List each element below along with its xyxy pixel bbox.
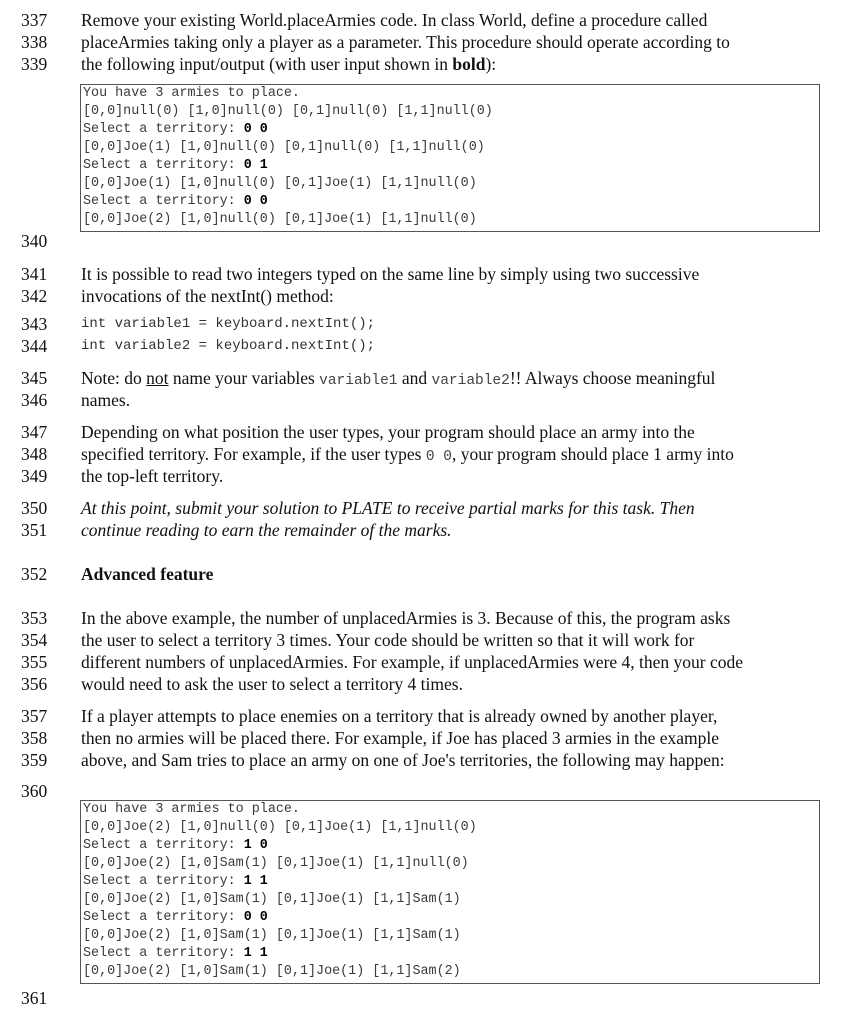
paragraph-line: Depending on what position the user types, your program should place an army into the bbox=[81, 422, 695, 442]
console-output-text: Select a territory: bbox=[83, 946, 244, 961]
inline-code: 0 0 bbox=[425, 449, 452, 465]
console-output-text: Select a territory: bbox=[83, 910, 244, 925]
paragraph-line: invocations of the nextInt() method: bbox=[81, 286, 334, 306]
paragraph-line: It is possible to read two integers typed on the same line by simply using two successive bbox=[81, 264, 700, 284]
line-number: 356 bbox=[21, 674, 48, 694]
paragraph-line: would need to ask the user to select a territory 4 times. bbox=[81, 674, 463, 694]
paragraph-line: then no armies will be placed there. For example, if Joe has placed 3 armies in the example bbox=[81, 728, 720, 748]
console-line bbox=[83, 945, 819, 963]
console-line bbox=[83, 85, 819, 103]
user-input-text: 0 0 bbox=[243, 122, 268, 137]
inline-code: variable1 bbox=[319, 373, 398, 389]
console-output-text: Select a territory: bbox=[83, 838, 244, 853]
console-output-text: [0,0]Joe(2) [1,0]Sam(1) [0,1]Joe(1) [1,1]Sam(1) bbox=[83, 928, 461, 943]
paragraph-line: In the above example, the number of unplacedArmies is 3. Because of this, the program asks bbox=[81, 608, 731, 628]
console-line bbox=[83, 837, 819, 855]
line-number: 359 bbox=[21, 750, 48, 770]
console-line bbox=[83, 819, 819, 837]
line-number: 344 bbox=[21, 336, 48, 356]
console-line bbox=[83, 139, 819, 157]
text: !! Always choose meaningful bbox=[509, 368, 716, 388]
paragraph-line: the user to select a territory 3 times. Your code should be written so that it will work for bbox=[81, 630, 695, 650]
line-number: 337 bbox=[21, 10, 48, 30]
console-line bbox=[83, 909, 819, 927]
paragraph-line: the top-left territory. bbox=[81, 466, 224, 486]
line-number: 341 bbox=[21, 264, 48, 284]
console-output-text: [0,0]Joe(2) [1,0]Sam(1) [0,1]Joe(1) [1,1]Sam(2) bbox=[83, 964, 461, 979]
line-number: 349 bbox=[21, 466, 48, 486]
text: specified territory. For example, if the user types bbox=[81, 444, 426, 464]
text: Note: do bbox=[81, 368, 147, 388]
console-output-text: Select a territory: bbox=[83, 194, 244, 209]
user-input-text: 0 0 bbox=[243, 910, 268, 925]
console-line bbox=[83, 103, 819, 121]
console-output-text: [0,0]Joe(2) [1,0]null(0) [0,1]Joe(1) [1,1]null(0) bbox=[83, 212, 477, 227]
console-output-text: Select a territory: bbox=[83, 874, 244, 889]
line-number: 347 bbox=[21, 422, 48, 442]
paragraph-line: If a player attempts to place enemies on a territory that is already owned by another player, bbox=[81, 706, 718, 726]
console-line bbox=[83, 855, 819, 873]
text: , your program should place 1 army into bbox=[451, 444, 734, 464]
line-number: 350 bbox=[21, 498, 48, 518]
user-input-text: 1 1 bbox=[243, 874, 268, 889]
console-line bbox=[83, 121, 819, 139]
line-number: 360 bbox=[21, 781, 48, 801]
console-output-text: Select a territory: bbox=[83, 158, 244, 173]
user-input-text: 1 0 bbox=[243, 838, 268, 853]
console-line bbox=[83, 211, 819, 229]
line-number: 348 bbox=[21, 444, 48, 464]
user-input-text: 0 0 bbox=[243, 194, 268, 209]
line-number: 358 bbox=[21, 728, 48, 748]
console-line bbox=[83, 963, 819, 981]
console-output-text: You have 3 armies to place. bbox=[83, 802, 300, 817]
paragraph-line: At this point, submit your solution to PLATE to receive partial marks for this task. Then bbox=[81, 498, 695, 518]
line-number: 355 bbox=[21, 652, 48, 672]
console-output-text: [0,0]null(0) [1,0]null(0) [0,1]null(0) [1,1]null(0) bbox=[83, 104, 493, 119]
line-number: 339 bbox=[21, 54, 48, 74]
line-number: 340 bbox=[21, 231, 48, 251]
console-output-text: [0,0]Joe(2) [1,0]Sam(1) [0,1]Joe(1) [1,1]Sam(1) bbox=[83, 892, 461, 907]
console-output-text: [0,0]Joe(1) [1,0]null(0) [0,1]Joe(1) [1,1]null(0) bbox=[83, 176, 477, 191]
text: the following input/output (with user input shown in bbox=[81, 54, 453, 74]
console-line bbox=[83, 193, 819, 211]
console-line bbox=[83, 175, 819, 193]
code-line: int variable1 = keyboard.nextInt(); bbox=[81, 316, 376, 332]
line-number: 361 bbox=[21, 988, 48, 1008]
console-line bbox=[83, 891, 819, 909]
paragraph-line: names. bbox=[81, 390, 131, 410]
console-output-box bbox=[80, 800, 820, 984]
line-number: 354 bbox=[21, 630, 48, 650]
line-number: 351 bbox=[21, 520, 48, 540]
line-number: 346 bbox=[21, 390, 48, 410]
underlined-text: not bbox=[146, 368, 169, 388]
console-line bbox=[83, 927, 819, 945]
line-number: 338 bbox=[21, 32, 48, 52]
console-output-text: Select a territory: bbox=[83, 122, 244, 137]
paragraph-line: above, and Sam tries to place an army on one of Joe's territories, the following may happen: bbox=[81, 750, 725, 770]
console-output-text: [0,0]Joe(2) [1,0]Sam(1) [0,1]Joe(1) [1,1]null(0) bbox=[83, 856, 469, 871]
section-heading: Advanced feature bbox=[81, 564, 214, 584]
bold-text: bold bbox=[452, 54, 486, 74]
paragraph-line: Remove your existing World.placeArmies code. In class World, define a procedure called bbox=[81, 10, 708, 30]
console-line bbox=[83, 801, 819, 819]
console-output-text: [0,0]Joe(1) [1,0]null(0) [0,1]null(0) [1,1]null(0) bbox=[83, 140, 485, 155]
text: name your variables bbox=[168, 368, 320, 388]
code-line: int variable2 = keyboard.nextInt(); bbox=[81, 338, 376, 354]
line-number: 343 bbox=[21, 314, 48, 334]
console-line bbox=[83, 873, 819, 891]
line-number: 353 bbox=[21, 608, 48, 628]
line-number: 357 bbox=[21, 706, 48, 726]
text: and bbox=[397, 368, 432, 388]
line-number: 352 bbox=[21, 564, 48, 584]
paragraph-line: continue reading to earn the remainder of the marks. bbox=[81, 520, 452, 540]
console-output-text: [0,0]Joe(2) [1,0]null(0) [0,1]Joe(1) [1,1]null(0) bbox=[83, 820, 477, 835]
user-input-text: 1 1 bbox=[243, 946, 268, 961]
paragraph-line bbox=[81, 53, 831, 75]
paragraph-line: placeArmies taking only a player as a parameter. This procedure should operate according to bbox=[81, 32, 730, 52]
inline-code: variable2 bbox=[431, 373, 510, 389]
console-output-box bbox=[80, 84, 820, 232]
line-number: 345 bbox=[21, 368, 48, 388]
console-line bbox=[83, 157, 819, 175]
console-output-text: You have 3 armies to place. bbox=[83, 86, 300, 101]
text: ): bbox=[485, 54, 497, 74]
paragraph-line: different numbers of unplacedArmies. For example, if unplacedArmies were 4, then your code bbox=[81, 652, 744, 672]
user-input-text: 0 1 bbox=[243, 158, 268, 173]
line-number: 342 bbox=[21, 286, 48, 306]
